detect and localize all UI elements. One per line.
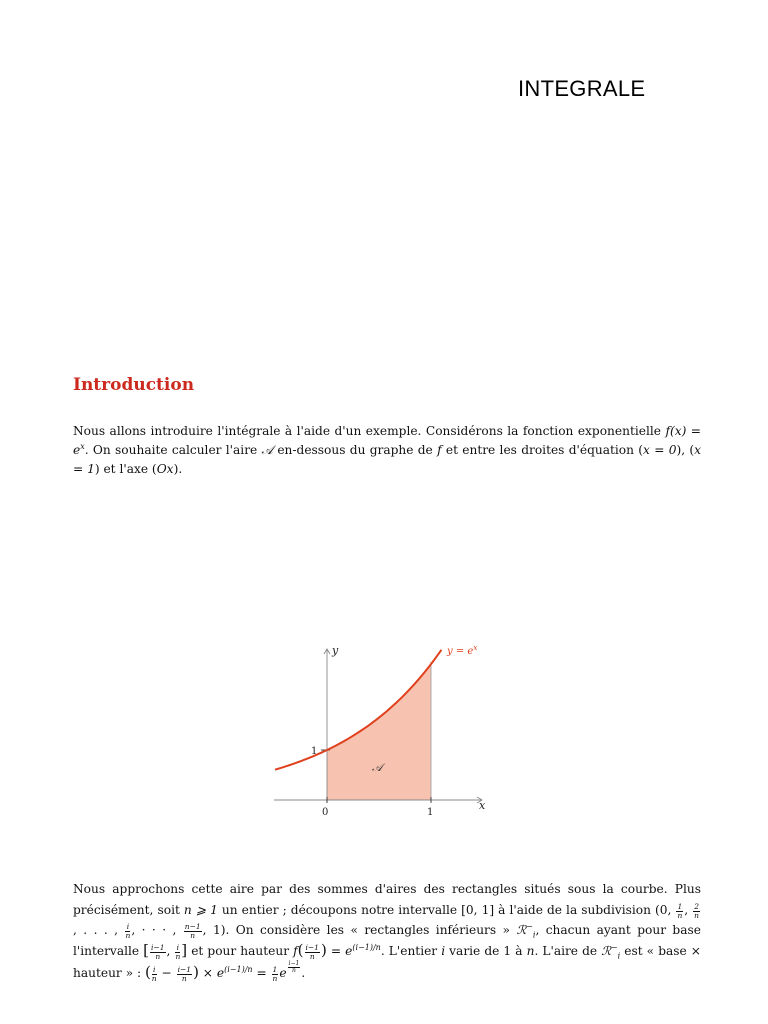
approx-text: . L'entier [380, 943, 442, 958]
approx-text: , chacun ayant pour base l'intervalle [73, 923, 701, 958]
approx-text: On considère les « rectangles inférieurs » [235, 923, 517, 937]
numerator: i−1 [151, 942, 165, 952]
fraction [177, 966, 192, 983]
denominator: n [309, 951, 315, 961]
math-text: e [279, 966, 287, 981]
fraction [150, 944, 165, 961]
intro-paragraph: Nous allons introduire l'intégrale à l'aide d'un exemple. Considérons la fonction exponentielle $f(x) = e^x$. On souhaite calculer l'aire 𝒜 en-dessous du graphe de f et entre les droites d'équation (x = 0), (x = 1) et l'axe (Ox). [73, 424, 701, 476]
subscript: i [532, 930, 536, 940]
math-interval: [0, 1] [461, 902, 495, 917]
numerator: 2 [694, 901, 699, 911]
fraction [152, 966, 157, 983]
intro-text: en-dessous du graphe de [273, 443, 438, 457]
paren: ) [193, 963, 199, 982]
y-tick-label-1: 1 [311, 746, 318, 757]
intro-text: On souhaite calculer l'aire [92, 443, 262, 457]
rectangle-symbol: ℛ [516, 923, 527, 937]
fraction [272, 966, 279, 983]
exponential-area-figure [266, 640, 496, 825]
superscript: − [526, 921, 533, 931]
math-var: i [441, 943, 446, 958]
approx-text: varie de 1 à [445, 943, 527, 958]
denominator: n [291, 967, 296, 974]
x-tick-label-1: 1 [427, 807, 434, 818]
intro-text: et entre les droites d'équation ( [441, 443, 644, 457]
intro-text: Nous allons introduire l'intégrale à l'aide d'un exemple. Considérons la fonction exponentielle [73, 424, 666, 438]
x-axis-label: x [479, 799, 486, 812]
exponent: (i−1)/n [352, 942, 381, 952]
section-heading-introduction: Introduction [73, 375, 195, 395]
fraction [676, 903, 683, 920]
numerator: i−1 [288, 960, 300, 967]
paren: ) [320, 940, 327, 959]
approx-text: à l'aide de la subdivision (0, [494, 902, 676, 917]
math-text: × e [198, 966, 225, 981]
area-symbol: 𝒜 [261, 443, 274, 457]
numerator: i [126, 922, 130, 931]
numerator: i [153, 965, 156, 975]
denominator: n [677, 910, 683, 920]
math-text: , 1). [202, 923, 230, 937]
page-title: INTEGRALE [518, 76, 646, 101]
denominator: n [155, 951, 161, 961]
x-tick-label-0: 0 [322, 807, 329, 818]
numerator: i−1 [305, 942, 319, 952]
function-symbol: f [293, 943, 298, 958]
subscript: i [617, 950, 621, 960]
function-definition: f(x) = e [73, 424, 701, 457]
approx-text: Nous approchons cette aire par des sommes d'aires des rectangles situés sous la courbe. Plus précisément, soit [73, 882, 701, 917]
math-condition: n ⩾ 1 [183, 902, 218, 917]
curve-label-exponent: x [473, 644, 478, 652]
denominator: n [125, 931, 131, 940]
equation: x = 1 [73, 443, 701, 476]
math-ellipsis: , . . . , [73, 923, 125, 937]
bracket: ] [181, 940, 188, 959]
numerator: i−1 [177, 965, 192, 975]
bracket: [ [143, 940, 150, 959]
denominator: n [175, 951, 181, 961]
fraction [305, 944, 320, 961]
curve-label [446, 644, 477, 657]
paren: ( [297, 940, 304, 959]
approx-text: un entier ; découpons notre intervalle [217, 902, 462, 917]
paren: ( [144, 963, 151, 982]
numerator: i [176, 942, 180, 952]
area-label: 𝒜 [372, 761, 383, 774]
exponent: x [80, 441, 85, 451]
fraction [175, 944, 180, 961]
math-ellipsis: , · · · , [131, 923, 183, 937]
numerator: n−1 [184, 922, 201, 931]
axis-name: Ox [156, 462, 174, 476]
exponent-fraction [287, 960, 302, 974]
function-symbol: f [437, 443, 442, 457]
approximation-paragraph: Nous approchons cette aire par des sommes d'aires des rectangles situés sous la courbe. Plus précisément, soit n ⩾ 1 un entier ; découpons notre intervalle [0, 1] à l'aide de la subdivision (0, $\frac{1}{n}$ , $\frac{2}{n}$ , . . . , $\frac{i}{n}$ , · · · , $\frac{n-1}{n}$ , 1). On considère les « rectangles inférieurs » ℛ−$_i$, chacun ayant pour base l'intervalle [ $\frac{i-1}{n}$ , $\frac{i}{n}$ ] et pour hauteur f( $\frac{i-1}{n}$ ) = $e^{(i-1)/n}$. L'entier i varie de 1 à n. L'aire de ℛ−$_i$ est « base × hauteur » : ( $\frac{i}{n}$ − $\frac{i-1}{n}$ ) × $e^{(i-1)/n}$ = $\frac{1}{n}$ e $^{\frac{i-1}{n}}$ . [73, 882, 702, 984]
exponent: (i−1)/n [224, 965, 253, 974]
approx-text: et pour hauteur [187, 943, 290, 958]
intro-text: ), ( [676, 443, 695, 457]
superscript: − [610, 942, 618, 952]
y-axis-label: y [332, 644, 339, 657]
intro-text: ). [173, 462, 183, 476]
curve-label-text: y = e [447, 646, 474, 657]
approx-text: . L'aire de [534, 943, 602, 958]
equation: x = 0 [643, 443, 677, 457]
fraction [184, 923, 202, 940]
fraction [125, 923, 130, 940]
math-text: = [252, 966, 271, 981]
denominator: n [181, 974, 187, 984]
math-var: n [526, 943, 535, 958]
math-equation: = e [326, 943, 353, 958]
denominator: n [151, 974, 157, 984]
numerator: 1 [677, 901, 683, 911]
fraction [693, 903, 700, 920]
intro-text: ) et l'axe ( [94, 462, 157, 476]
approx-text: est « base × hauteur » : [73, 943, 702, 981]
denominator: n [190, 931, 196, 940]
numerator: 1 [272, 965, 278, 975]
rectangle-symbol: ℛ [601, 943, 611, 958]
denominator: n [272, 974, 278, 984]
denominator: n [694, 910, 700, 920]
math-text: . [301, 966, 306, 981]
